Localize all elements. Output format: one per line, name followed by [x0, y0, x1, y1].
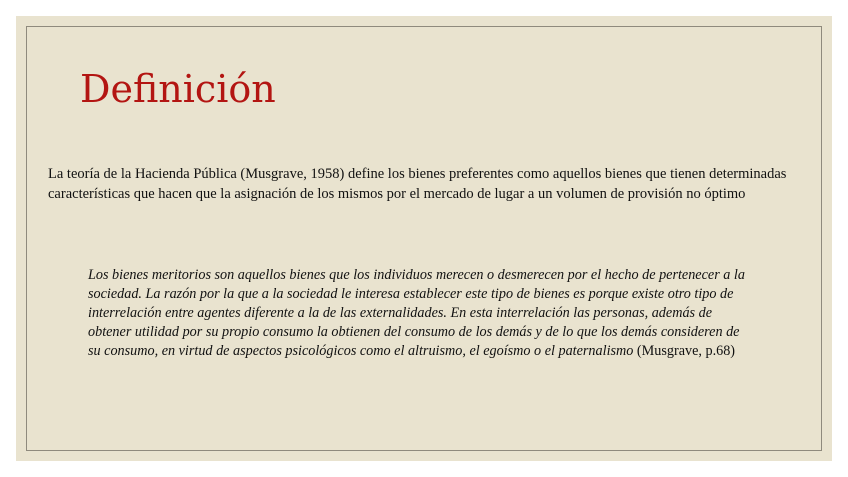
quote-citation: (Musgrave, p.68) [636, 343, 736, 359]
slide [16, 16, 832, 461]
quote-paragraph [88, 266, 748, 361]
slide-title: Definición [80, 67, 276, 111]
quote-text: Los bienes meritorios son aquellos bienes que los individuos merecen o desmerecen por el hecho de pertenecer a la sociedad. La razón por la que a la sociedad le interesa establecer este tipo de bienes es porque existe otro tipo de interrelación entre agentes diferente a la de las externalidades. En esta interrelación las personas, además de obtener utilidad por su propio consumo la obtienen del consumo de los demás y de lo que los demás consideren de su consumo, en virtud de aspectos psicológicos como el altruismo, el egoísmo o el paternalismo [88, 267, 745, 359]
intro-paragraph: La teoría de la Hacienda Pública (Musgrave, 1958) define los bienes preferentes como aquellos bienes que tienen determinadas características que hacen que la asignación de los mismos por el mercado de lugar a un volumen de provisión no óptimo [48, 166, 787, 202]
